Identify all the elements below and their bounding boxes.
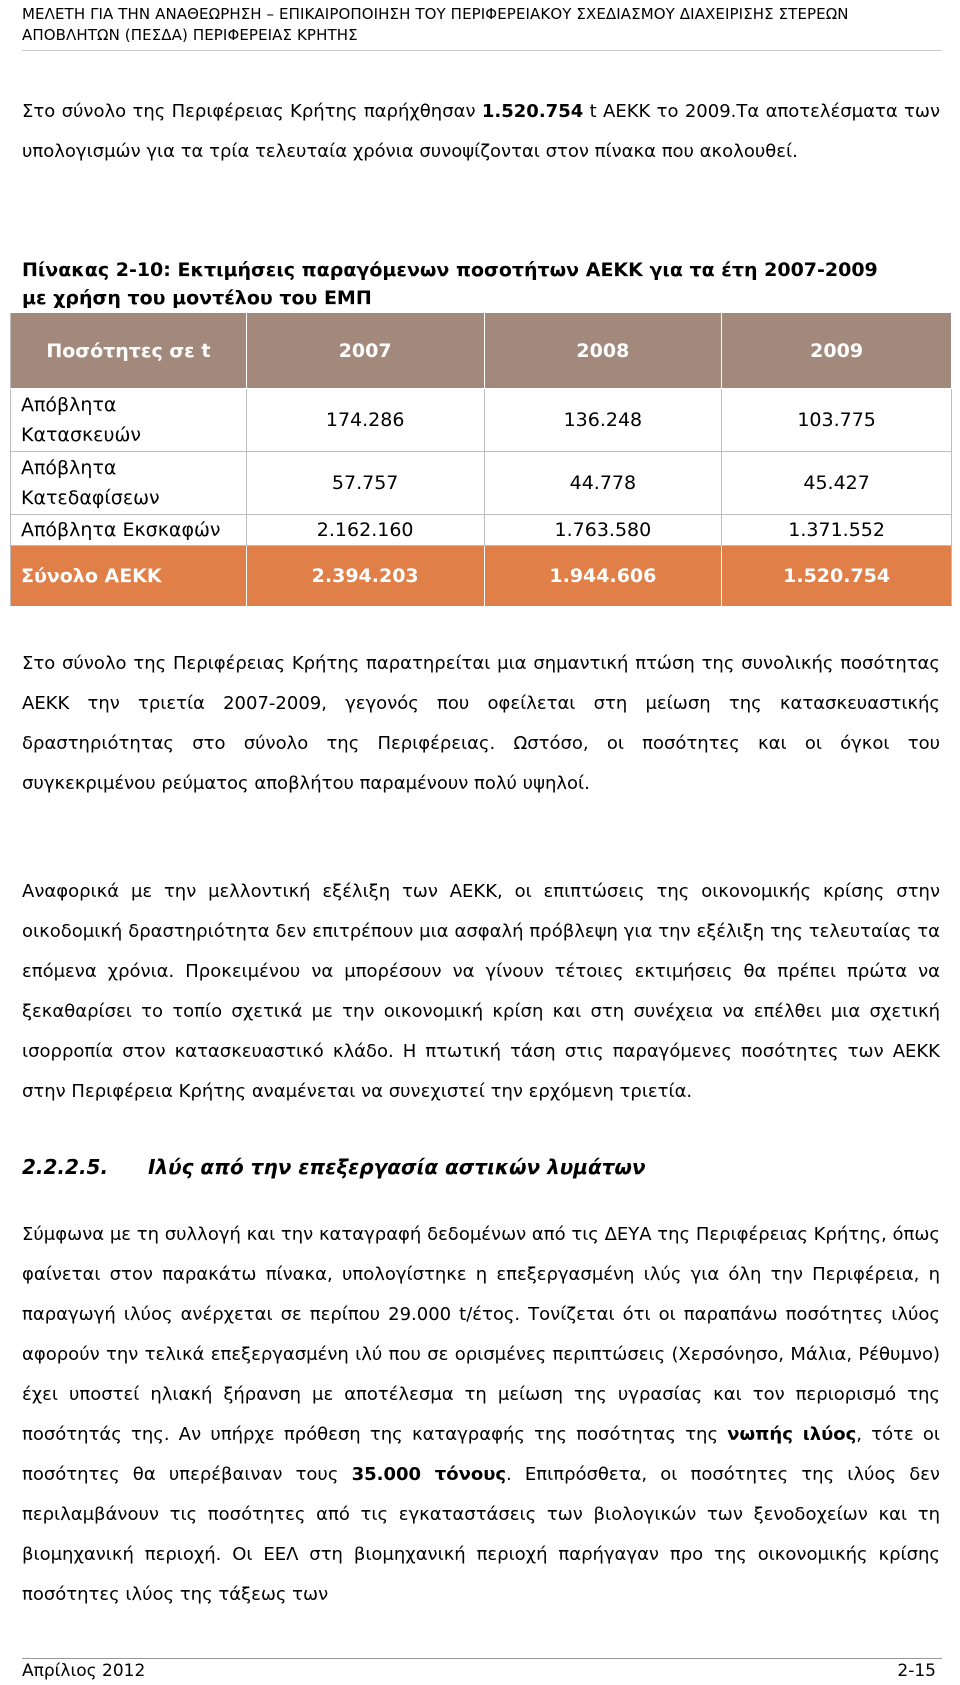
table-caption-line-2: με χρήση του μοντέλου του ΕΜΠ: [22, 287, 372, 309]
total-label: Σύνολο ΑΕΚΚ: [11, 546, 247, 607]
paragraph-sludge: Σύμφωνα με τη συλλογή και την καταγραφή δεδομένων από τις ΔΕΥΑ της Περιφέρειας Κρήτης, όπως φαίνεται στον παρακάτω πίνακα, υπολογίστηκε η επεξεργασμένη ιλύς για όλη την Περιφέρεια, η παραγωγή ιλύος ανέρχεται σε περίπου 29.000 t/έτος. Τονίζεται ότι οι παραπάνω ποσότητες ιλύος αφορούν την τελικά επεξεργασμένη ιλύ που σε ορισμένες περιπτώσεις (Χερσόνησο, Μάλια, Ρέθυμνο) έχει υποστεί ηλιακή ξήρανση με αποτέλεσμα τη μείωση της υγρασίας και τον περιορισμό της ποσότητάς της. Αν υπήρχε πρόθεση της καταγραφής της ποσότητας της νωπής ιλύος, τότε οι ποσότητες θα υπερέβαιναν τους 35.000 τόνους. Επιπρόσθετα, οι ποσότητες της ιλύος δεν περιλαμβάνουν τις ποσότητες από τις εγκαταστάσεις των βιολογικών των ξενοδοχείων και τη βιομηχανική περιοχή. Οι ΕΕΛ στη βιομηχανική περιοχή παρήγαγαν προ της οικονομικής κρίσης ποσότητες ιλύος της τάξεως των: [22, 1224, 941, 1605]
row-label: Απόβλητα Κατασκευών: [11, 389, 247, 452]
table-cell: 1.763.580: [484, 515, 722, 546]
intro-total-value: 1.520.754: [481, 101, 584, 122]
total-cell: 1.944.606: [484, 546, 722, 607]
table-caption-line-1: Πίνακας 2-10: Εκτιμήσεις παραγόμενων ποσοτήτων ΑΕΚΚ για τα έτη 2007-2009: [22, 259, 878, 281]
header-divider: [22, 50, 942, 51]
running-header: [22, 4, 942, 46]
table-row: [11, 515, 952, 546]
header-cell-2009: 2009: [722, 313, 952, 389]
table-cell: 174.286: [246, 389, 484, 452]
aekk-table: [10, 312, 952, 607]
section-heading: [22, 1152, 940, 1182]
row-label: Απόβλητα Εκσκαφών: [11, 515, 247, 546]
table-cell: 45.427: [722, 452, 952, 515]
table-caption: [22, 256, 940, 312]
section-title: Ιλύς από την επεξεργασία αστικών λυμάτων: [148, 1155, 646, 1179]
intro-paragraph: [22, 92, 940, 172]
paragraph-forecast: Αναφορικά με την μελλοντική εξέλιξη των ΑΕΚΚ, οι επιπτώσεις της οικονομικής κρίσης στην οικοδομική δραστηριότητα δεν επιτρέπουν μια ασφαλή πρόβλεψη για την εξέλιξη της τελευταίας τα επόμενα χρόνια. Προκειμένου να μπορέσουν να γίνουν τέτοιες εκτιμήσεις θα πρέπει πρώτα να ξεκαθαρίσει το τοπίο σχετικά με την οικονομική κρίση και στη συνέχεια να επέλθει μια σχετική ισορροπία στον κατασκευαστικό κλάδο. Η πτωτική τάση στις παραγόμενες ποσότητες των ΑΕΚΚ στην Περιφέρεια Κρήτης αναμένεται να συνεχιστεί την ερχόμενη τριετία.: [22, 881, 940, 1102]
bold-tonnes: 35.000 τόνους: [351, 1464, 507, 1485]
table-row: [11, 389, 952, 452]
footer-divider: [22, 1658, 942, 1659]
header-cell-2007: 2007: [246, 313, 484, 389]
total-cell: 2.394.203: [246, 546, 484, 607]
table-cell: 136.248: [484, 389, 722, 452]
intro-text-2: t ΑΕΚΚ το 2009.Τα αποτελέσματα των υπολογισμών για τα τρία τελευταία χρόνια συνοψίζονται στον πίνακα που ακολουθεί.: [22, 101, 941, 162]
header-cell-2008: 2008: [484, 313, 722, 389]
bold-fresh-sludge: νωπής ιλύος: [727, 1424, 857, 1445]
table-cell: 1.371.552: [722, 515, 952, 546]
header-line-2: ΑΠΟΒΛΗΤΩΝ (ΠΕΣΔΑ) ΠΕΡΙΦΕΡΕΙΑΣ ΚΡΗΤΗΣ: [22, 26, 358, 44]
table-header-row: [11, 313, 952, 389]
total-cell: 1.520.754: [722, 546, 952, 607]
footer-date: Απρίλιος 2012: [22, 1661, 146, 1681]
page-number: 2-15: [897, 1661, 936, 1681]
table-cell: 103.775: [722, 389, 952, 452]
table-row: [11, 452, 952, 515]
table-cell: 2.162.160: [246, 515, 484, 546]
table-total-row: [11, 546, 952, 607]
header-line-1: ΜΕΛΕΤΗ ΓΙΑ ΤΗΝ ΑΝΑΘΕΩΡΗΣΗ – ΕΠΙΚΑΙΡΟΠΟΙΗΣΗ ΤΟΥ ΠΕΡΙΦΕΡΕΙΑΚΟΥ ΣΧΕΔΙΑΣΜΟΥ ΔΙΑΧΕΙΡΙΣΗΣ ΣΤΕΡΕΩΝ: [22, 5, 849, 23]
paragraph-decline: Στο σύνολο της Περιφέρειας Κρήτης παρατηρείται μια σημαντική πτώση της συνολικής ποσότητας ΑΕΚΚ την τριετία 2007-2009, γεγονός που οφείλεται στη μείωση της κατασκευαστικής δραστηριότητας στο σύνολο της Περιφέρειας. Ωστόσο, οι ποσότητες και οι όγκοι του συγκεκριμένου ρεύματος αποβλήτου παραμένουν πολύ υψηλοί.: [22, 653, 940, 794]
row-label: Απόβλητα Κατεδαφίσεων: [11, 452, 247, 515]
table-cell: 44.778: [484, 452, 722, 515]
intro-text-1: Στο σύνολο της Περιφέρειας Κρήτης παρήχθησαν: [22, 101, 482, 122]
table-cell: 57.757: [246, 452, 484, 515]
section-number: 2.2.2.5.: [22, 1155, 109, 1179]
header-cell-quantities: Ποσότητες σε t: [11, 313, 247, 389]
